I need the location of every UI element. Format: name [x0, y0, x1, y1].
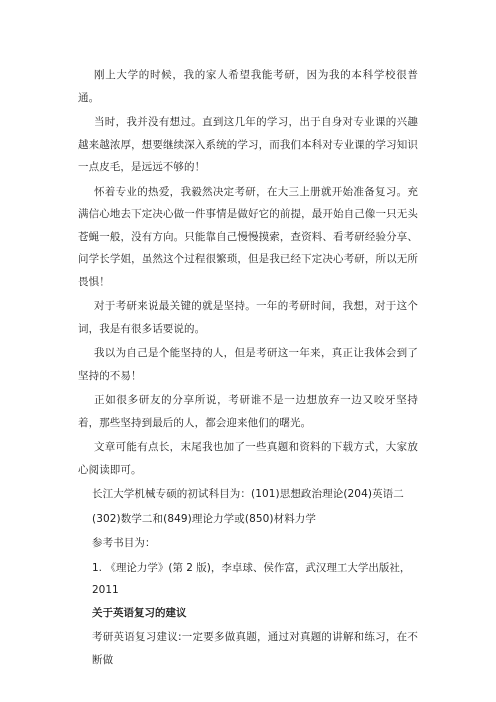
paragraph-1: 刚上大学的时候，我的家人希望我能考研，因为我的本科学校很普通。	[78, 69, 418, 104]
paragraph-6: 正如很多研友的分享所说，考研谁不是一边想放弃一边又咬牙坚持着，那些坚持到最后的人，都会迎来他们的曙光。	[78, 394, 418, 429]
document-body	[78, 64, 418, 673]
paragraph-4: 对于考研来说最关键的就是坚持。一年的考研时间，我想，对于这个词，我是有很多话要说的。	[78, 300, 418, 335]
exam-subjects-line-1: 长江大学机械专硕的初试科目为：(101)思想政治理论(204)英语二	[92, 488, 404, 500]
paragraph-3: 怀着专业的热爱，我毅然决定考研，在大三上册就开始准备复习。充满信心地去下定决心做一件事情是做好它的前提，最开始自己像一只无头苍蝇一般，没有方向。只能靠自己慢慢摸索，查资料、看考研经验分享、问学长学姐，虽然这个过程很繁琐，但是我已经下定决心考研，所以无所畏惧！	[78, 185, 418, 288]
english-review-heading: 关于英语复习的建议	[92, 606, 187, 619]
english-review-advice: 考研英语复习建议:一定要多做真题，通过对真题的讲解和练习，在不断做	[92, 631, 418, 666]
reference-book-item: 1. 《理论力学》(第 2 版)，李卓球、侯作富，武汉理工大学出版社，2011	[92, 561, 411, 596]
paragraph-2: 当时，我并没有想过。直到这几年的学习，出于自身对专业课的兴趣越来越浓厚，想要继续深入系统的学习，而我们本科对专业课的学习知识一点皮毛，是远远不够的！	[78, 116, 418, 173]
exam-subjects-line-2: (302)数学二和(849)理论力学或(850)材料力学	[92, 512, 317, 525]
reference-books-label: 参考书目为：	[92, 537, 156, 549]
paragraph-7: 文章可能有点长，末尾我也加了一些真题和资料的下载方式，大家放心阅读即可。	[78, 441, 418, 476]
paragraph-5: 我以为自己是个能坚持的人，但是考研这一年来，真正让我体会到了坚持的不易！	[78, 347, 418, 382]
